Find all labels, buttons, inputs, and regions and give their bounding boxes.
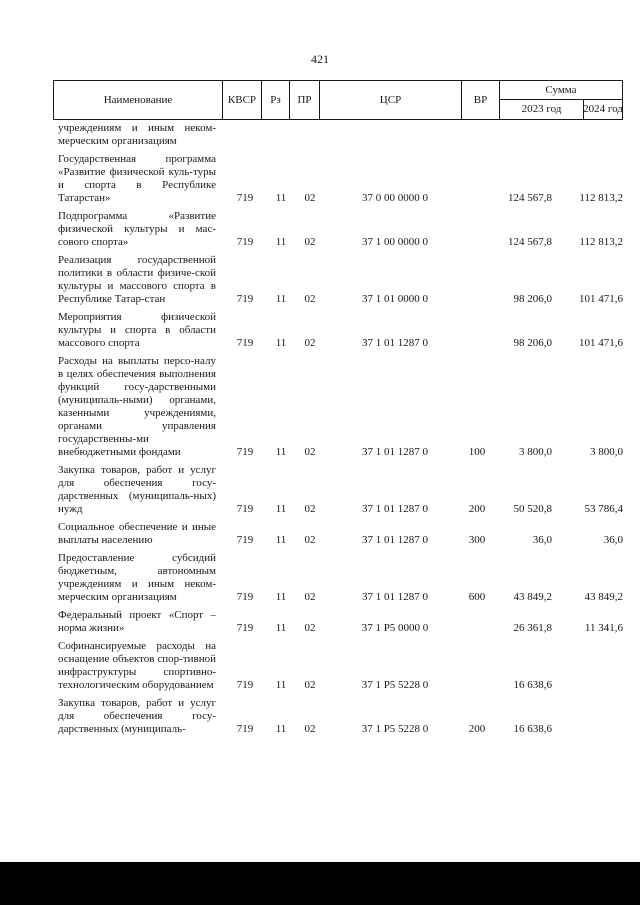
header-pr: ПР	[290, 81, 320, 119]
row-rz: 11	[275, 446, 287, 458]
table-body	[58, 122, 623, 741]
row-sum-2024: 3 800,0	[590, 446, 623, 458]
row-name: Закупка товаров, работ и услуг для обеспечения госу-дарственных (муниципаль-	[58, 697, 216, 735]
row-rz: 11	[275, 337, 287, 349]
row-sum-2024: 11 341,6	[584, 622, 623, 634]
scan-border	[0, 862, 640, 905]
row-vr: 100	[468, 446, 486, 458]
row-pr: 02	[304, 236, 316, 248]
header-vr: ВР	[462, 81, 500, 119]
row-rz: 11	[275, 679, 287, 691]
row-csr: 37 1 01 1287 0	[362, 337, 428, 349]
row-sum-2024: 112 813,2	[579, 192, 623, 204]
header-csr: ЦСР	[320, 81, 462, 119]
row-pr: 02	[304, 723, 316, 735]
row-name: Государственная программа «Развитие физической куль-туры и спорта в Республике Татарстан»	[58, 153, 216, 204]
header-year-2023: 2023 год	[500, 100, 584, 119]
row-kvsr: 719	[236, 192, 254, 204]
row-pr: 02	[304, 446, 316, 458]
row-sum-2023: 26 361,8	[513, 622, 552, 634]
row-rz: 11	[275, 192, 287, 204]
row-pr: 02	[304, 534, 316, 546]
table-row	[58, 210, 623, 249]
row-sum-2024: 101 471,6	[579, 337, 623, 349]
row-kvsr: 719	[236, 591, 254, 603]
row-kvsr: 719	[236, 503, 254, 515]
table-row	[58, 697, 623, 736]
row-kvsr: 719	[236, 679, 254, 691]
row-kvsr: 719	[236, 293, 254, 305]
table-row	[58, 254, 623, 306]
row-pr: 02	[304, 293, 316, 305]
row-name: Закупка товаров, работ и услуг для обеспечения госу-дарственных (муниципаль-ных) нужд	[58, 464, 216, 515]
table-row	[58, 311, 623, 350]
row-pr: 02	[304, 622, 316, 634]
row-pr: 02	[304, 503, 316, 515]
row-sum-2023: 16 638,6	[513, 723, 552, 735]
row-rz: 11	[275, 622, 287, 634]
row-kvsr: 719	[236, 446, 254, 458]
table-row	[58, 122, 623, 148]
row-vr: 200	[468, 503, 486, 515]
row-vr: 600	[468, 591, 486, 603]
table-row	[58, 552, 623, 604]
table-row	[58, 464, 623, 516]
row-name: Предоставление субсидий бюджетным, автономным учреждениям и иным неком-мерческим организациям	[58, 552, 216, 603]
row-pr: 02	[304, 192, 316, 204]
row-sum-2024: 53 786,4	[584, 503, 623, 515]
header-name: Наименование	[54, 81, 223, 119]
row-rz: 11	[275, 591, 287, 603]
row-sum-2023: 36,0	[532, 534, 552, 546]
row-pr: 02	[304, 591, 316, 603]
row-sum-2023: 3 800,0	[519, 446, 552, 458]
row-sum-2024: 112 813,2	[579, 236, 623, 248]
row-rz: 11	[275, 236, 287, 248]
row-sum-2023: 124 567,8	[508, 192, 552, 204]
row-name: Софинансируемые расходы на оснащение объектов спор-тивной инфраструктуры спортивно-технологическим оборудованием	[58, 640, 216, 691]
row-csr: 37 1 01 1287 0	[362, 591, 428, 603]
row-vr: 300	[468, 534, 486, 546]
row-rz: 11	[275, 293, 287, 305]
row-csr: 37 0 00 0000 0	[362, 192, 428, 204]
table-row	[58, 640, 623, 692]
row-csr: 37 1 01 1287 0	[362, 503, 428, 515]
row-vr: 200	[468, 723, 486, 735]
row-sum-2024: 101 471,6	[579, 293, 623, 305]
row-csr: 37 1 01 0000 0	[362, 293, 428, 305]
row-csr: 37 1 P5 0000 0	[361, 622, 429, 634]
row-name: Социальное обеспечение и иные выплаты населению	[58, 521, 216, 546]
page-number: 421	[311, 52, 329, 66]
row-pr: 02	[304, 679, 316, 691]
row-name: Реализация государственной политики в области физиче-ской культуры и массового спорта в Республике Татар-стан	[58, 254, 216, 305]
header-rz: Рз	[262, 81, 290, 119]
header-year-2024: 2024 год	[583, 103, 623, 115]
row-csr: 37 1 01 1287 0	[362, 446, 428, 458]
row-csr: 37 1 P5 5228 0	[361, 679, 429, 691]
row-csr: 37 1 01 1287 0	[362, 534, 428, 546]
table-row	[58, 355, 623, 459]
table-row	[58, 521, 623, 547]
table-row	[58, 609, 623, 635]
row-name: Федеральный проект «Спорт – норма жизни»	[58, 609, 216, 634]
row-pr: 02	[304, 337, 316, 349]
row-sum-2023: 50 520,8	[513, 503, 552, 515]
row-kvsr: 719	[236, 723, 254, 735]
row-kvsr: 719	[236, 534, 254, 546]
row-kvsr: 719	[236, 622, 254, 634]
row-sum-2023: 98 206,0	[513, 293, 552, 305]
row-sum-2023: 16 638,6	[513, 679, 552, 691]
header-kvsr: КВСР	[223, 81, 262, 119]
row-rz: 11	[275, 534, 287, 546]
row-rz: 11	[275, 723, 287, 735]
table-header	[53, 80, 623, 120]
row-sum-2024: 43 849,2	[584, 591, 623, 603]
row-rz: 11	[275, 503, 287, 515]
row-name: Мероприятия физической культуры и спорта в области массового спорта	[58, 311, 216, 349]
row-csr: 37 1 P5 5228 0	[361, 723, 429, 735]
row-csr: 37 1 00 0000 0	[362, 236, 428, 248]
row-sum-2024: 36,0	[603, 534, 623, 546]
row-name: Подпрограмма «Развитие физической культуры и мас-сового спорта»	[58, 210, 216, 248]
row-kvsr: 719	[236, 236, 254, 248]
row-name: Расходы на выплаты персо-налу в целях обеспечения выполнения функций госу-дарственными (муниципаль-ными) органами, казенными учреждениями, органами управления государственны-ми внебюджетными фондами	[58, 355, 216, 458]
row-sum-2023: 43 849,2	[513, 591, 552, 603]
row-name: учреждениям и иным неком-мерческим организациям	[58, 122, 216, 147]
header-sum: Сумма	[500, 81, 622, 100]
row-sum-2023: 124 567,8	[508, 236, 552, 248]
row-kvsr: 719	[236, 337, 254, 349]
table-row	[58, 153, 623, 205]
row-sum-2023: 98 206,0	[513, 337, 552, 349]
